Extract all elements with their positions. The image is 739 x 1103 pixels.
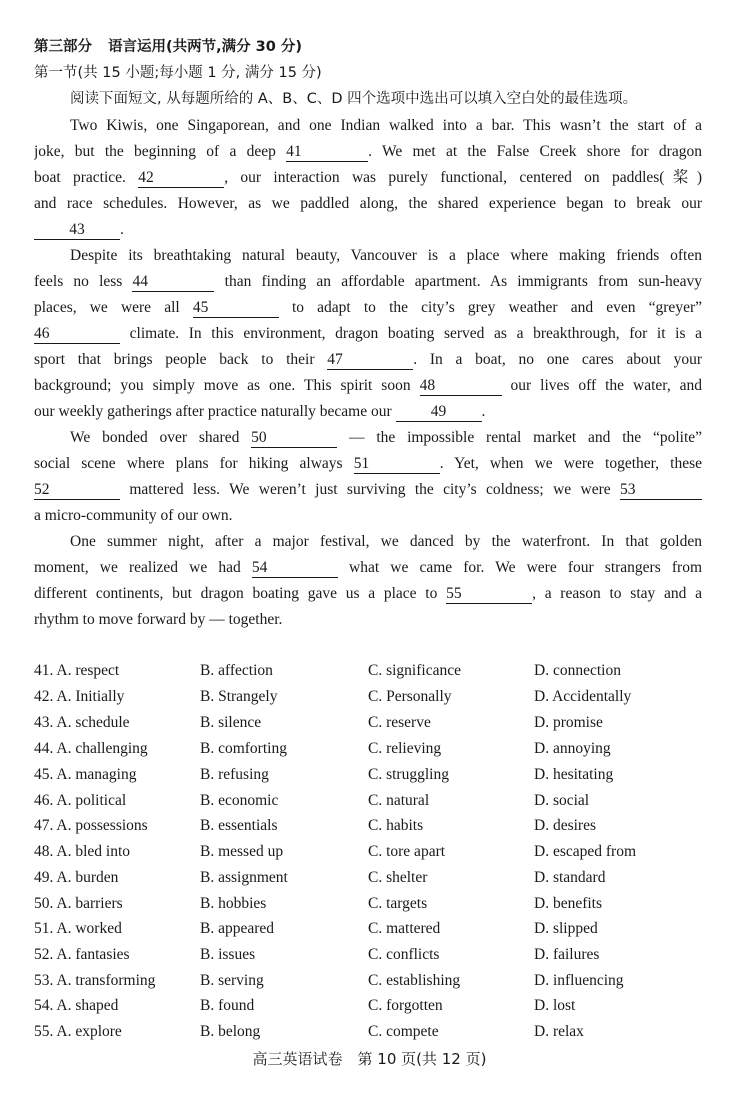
- passage-line: [34, 219, 702, 241]
- passage-text: . In a boat, no one cares about your: [413, 351, 702, 368]
- option-b[interactable]: B. hobbies: [200, 895, 267, 912]
- section-subtitle: 第一节(共 15 小题;每小题 1 分, 满分 15 分): [34, 65, 322, 81]
- passage-text: . We met at the False Creek shore for dragon: [368, 143, 702, 160]
- option-a[interactable]: 41. A. respect: [34, 662, 120, 679]
- option-a[interactable]: 44. A. challenging: [34, 740, 148, 757]
- option-c[interactable]: C. compete: [368, 1023, 439, 1040]
- option-b[interactable]: B. belong: [200, 1023, 261, 1040]
- option-d[interactable]: D. influencing: [534, 972, 624, 989]
- question-row: [34, 893, 714, 915]
- option-c[interactable]: C. natural: [368, 792, 430, 809]
- option-a[interactable]: 53. A. transforming: [34, 972, 156, 989]
- question-row: [34, 970, 714, 992]
- passage-line: [34, 271, 702, 293]
- passage-line: [34, 557, 702, 579]
- passage-text: than finding an affordable apartment. As immigrants from sun-heavy: [224, 273, 702, 290]
- passage-line: [34, 167, 702, 189]
- option-c[interactable]: C. forgotten: [368, 997, 443, 1014]
- passage-text: background; you simply move as one. This spirit soon: [34, 377, 411, 394]
- option-d[interactable]: D. escaped from: [534, 843, 636, 860]
- blank-42[interactable]: 42: [138, 169, 224, 188]
- blank-52[interactable]: 52: [34, 481, 120, 500]
- option-c[interactable]: C. establishing: [368, 972, 461, 989]
- question-row: [34, 918, 714, 940]
- option-d[interactable]: D. relax: [534, 1023, 584, 1040]
- passage-line: [34, 583, 702, 605]
- option-d[interactable]: D. Accidentally: [534, 688, 632, 705]
- question-row: [34, 712, 714, 734]
- passage-text: to adapt to the city’s grey weather and even “greyer”: [291, 299, 702, 316]
- option-a[interactable]: 42. A. Initially: [34, 688, 125, 705]
- section-part: 第三部分: [34, 39, 92, 55]
- option-d[interactable]: D. slipped: [534, 920, 598, 937]
- question-row: [34, 660, 714, 682]
- blank-55[interactable]: 55: [446, 585, 532, 604]
- passage-line: [34, 401, 702, 423]
- option-c[interactable]: C. shelter: [368, 869, 428, 886]
- question-row: [34, 738, 714, 760]
- passage-line: Two Kiwis, one Singaporean, and one Indian walked into a bar. This wasn’t the start of a: [70, 117, 702, 134]
- option-a[interactable]: 51. A. worked: [34, 920, 122, 937]
- option-d[interactable]: D. benefits: [534, 895, 603, 912]
- option-c[interactable]: C. reserve: [368, 714, 431, 731]
- blank-51[interactable]: 51: [354, 455, 440, 474]
- passage-line: [34, 453, 702, 475]
- option-d[interactable]: D. connection: [534, 662, 621, 679]
- blank-41[interactable]: 41: [286, 143, 368, 162]
- passage-text: places, we were all: [34, 299, 180, 316]
- page-footer: 高三英语试卷 第 10 页(共 12 页): [252, 1050, 487, 1068]
- option-c[interactable]: C. significance: [368, 662, 461, 679]
- passage-line: and race schedules. However, as we paddled along, the shared experience began to break our: [34, 195, 702, 212]
- option-a[interactable]: 43. A. schedule: [34, 714, 130, 731]
- question-row: [34, 841, 714, 863]
- option-c[interactable]: C. mattered: [368, 920, 441, 937]
- passage-text: social scene where plans for hiking always: [34, 455, 343, 472]
- passage-text: what we came for. We were four strangers from: [349, 559, 702, 576]
- option-b[interactable]: B. Strangely: [200, 688, 278, 705]
- passage-line: [34, 375, 702, 397]
- passage-text: mattered less. We weren’t just surviving the city’s coldness; we were: [129, 481, 611, 498]
- passage-line: [34, 479, 702, 501]
- option-b[interactable]: B. appeared: [200, 920, 275, 937]
- passage-text: , a reason to stay and a: [532, 585, 702, 602]
- blank-48[interactable]: 48: [420, 377, 502, 396]
- option-d[interactable]: D. desires: [534, 817, 596, 834]
- option-a[interactable]: 50. A. barriers: [34, 895, 123, 912]
- blank-53[interactable]: 53: [620, 481, 702, 500]
- option-c[interactable]: C. conflicts: [368, 946, 440, 963]
- blank-43[interactable]: 43: [34, 221, 120, 240]
- passage-text: different continents, but dragon boating gave us a place to: [34, 585, 438, 602]
- passage-text: sport that brings people back to their: [34, 351, 315, 368]
- passage-line: rhythm to move forward by — together.: [34, 611, 283, 628]
- passage-text: We bonded over shared: [70, 429, 240, 446]
- passage-text: climate. In this environment, dragon boating served as a breakthrough, for it is a: [129, 325, 702, 342]
- option-b[interactable]: B. serving: [200, 972, 264, 989]
- passage-text: our weekly gatherings after practice naturally became our: [34, 403, 392, 420]
- option-b[interactable]: B. messed up: [200, 843, 284, 860]
- option-b[interactable]: B. found: [200, 997, 255, 1014]
- option-d[interactable]: D. social: [534, 792, 590, 809]
- blank-49[interactable]: 49: [396, 403, 482, 422]
- option-b[interactable]: B. issues: [200, 946, 256, 963]
- option-c[interactable]: C. Personally: [368, 688, 452, 705]
- option-c[interactable]: C. struggling: [368, 766, 449, 783]
- passage-line: Despite its breathtaking natural beauty, Vancouver is a place where making friends often: [70, 247, 702, 264]
- blank-50[interactable]: 50: [251, 429, 337, 448]
- blank-54[interactable]: 54: [252, 559, 338, 578]
- option-d[interactable]: D. promise: [534, 714, 603, 731]
- passage-text: feels no less: [34, 273, 123, 290]
- passage-line: [34, 141, 702, 163]
- option-b[interactable]: B. silence: [200, 714, 262, 731]
- passage-text: moment, we realized we had: [34, 559, 241, 576]
- option-b[interactable]: B. essentials: [200, 817, 278, 834]
- passage-line: a micro-community of our own.: [34, 507, 233, 524]
- option-b[interactable]: B. comforting: [200, 740, 287, 757]
- blank-45[interactable]: 45: [193, 299, 279, 318]
- blank-47[interactable]: 47: [327, 351, 413, 370]
- blank-44[interactable]: 44: [132, 273, 214, 292]
- passage-line: [34, 349, 702, 371]
- passage-line: [34, 323, 702, 345]
- option-b[interactable]: B. assignment: [200, 869, 288, 886]
- section-heading: [34, 36, 702, 58]
- passage-line: [70, 427, 702, 449]
- blank-46[interactable]: 46: [34, 325, 120, 344]
- question-row: [34, 686, 714, 708]
- option-d[interactable]: D. standard: [534, 869, 606, 886]
- option-a[interactable]: 52. A. fantasies: [34, 946, 130, 963]
- passage-line: [34, 297, 702, 319]
- option-d[interactable]: D. hesitating: [534, 766, 614, 783]
- option-b[interactable]: B. refusing: [200, 766, 269, 783]
- question-row: [34, 867, 714, 889]
- option-a[interactable]: 55. A. explore: [34, 1023, 122, 1040]
- option-c[interactable]: C. tore apart: [368, 843, 446, 860]
- instruction-text: 阅读下面短文, 从每题所给的 A、B、C、D 四个选项中选出可以填入空白处的最佳选项。: [70, 91, 638, 107]
- passage-text: , our interaction was purely functional, centered on paddles(桨): [224, 169, 702, 186]
- passage-text: — the impossible rental market and the “polite”: [349, 429, 702, 446]
- passage-text: our lives off the water, and: [510, 377, 702, 394]
- passage-text: .: [120, 221, 124, 238]
- option-b[interactable]: B. affection: [200, 662, 273, 679]
- option-c[interactable]: C. targets: [368, 895, 428, 912]
- passage-text: boat practice.: [34, 169, 126, 186]
- option-a[interactable]: 45. A. managing: [34, 766, 137, 783]
- passage-text: . Yet, when we were together, these: [439, 455, 702, 472]
- question-row: [34, 944, 714, 966]
- option-c[interactable]: C. relieving: [368, 740, 442, 757]
- question-row: [34, 790, 714, 812]
- option-d[interactable]: D. failures: [534, 946, 600, 963]
- option-b[interactable]: B. economic: [200, 792, 279, 809]
- passage-line: One summer night, after a major festival, we danced by the waterfront. In that golden: [70, 533, 702, 550]
- option-d[interactable]: D. annoying: [534, 740, 611, 757]
- passage-text: joke, but the beginning of a deep: [34, 143, 276, 160]
- question-row: [34, 995, 714, 1017]
- option-a[interactable]: 54. A. shaped: [34, 997, 119, 1014]
- question-row: [34, 764, 714, 786]
- question-row: [34, 1021, 714, 1043]
- passage-text: .: [481, 403, 486, 420]
- option-a[interactable]: 47. A. possessions: [34, 817, 148, 834]
- question-row: [34, 815, 714, 837]
- option-c[interactable]: C. habits: [368, 817, 424, 834]
- option-a[interactable]: 48. A. bled into: [34, 843, 131, 860]
- option-d[interactable]: D. lost: [534, 997, 576, 1014]
- section-title: 语言运用(共两节,满分 30 分): [108, 39, 303, 55]
- option-a[interactable]: 49. A. burden: [34, 869, 119, 886]
- option-a[interactable]: 46. A. political: [34, 792, 127, 809]
